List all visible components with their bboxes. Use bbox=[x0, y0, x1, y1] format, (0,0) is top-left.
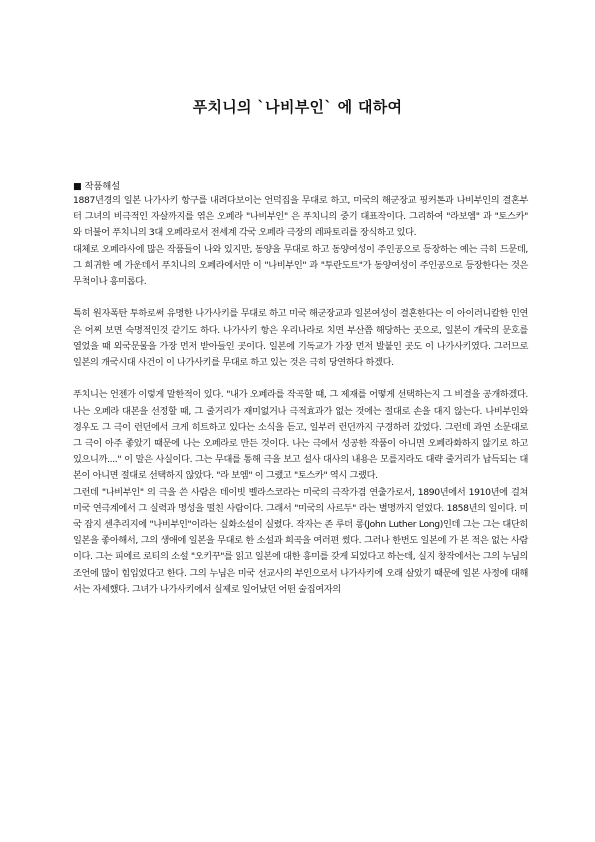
section-heading: ■ 작품해설 bbox=[73, 181, 121, 192]
paragraph-belasco: 그런데 "나비부인" 의 극을 쓴 사람은 데이빗 벨라스코라는 미국의 극작가겸 연출가로서, 1890년에서 1910년에 걸쳐 미국 연극계에서 그 실력과 명성을 떨친 사람이다. 그래서 "미국의 사르두" 라는 별명까지 얻었다. 1858년의 일이다. 미국 잡지 센추리지에 "나비부인"이라는 실화소설이 실렸다. 작자는 존 루더 롱(John Luther Long)인데 그는 그는 대단히 일본을 좋아해서, 그의 생애에 일본을 무대로 한 소설과 희곡을 여러편 썼다. 그러나 한번도 일본에 가 본 적은 없는 사람이다. 그는 피에르 로티의 소설 "오키꾸"를 읽고 일본에 대한 흥미를 갖게 되었다고 하는데, 실지 창작에서는 그의 누님의 조언에 많이 힘입었다고 한다. 그의 누님은 미국 선교사의 부인으로서 나가사키에 오래 살았기 때문에 일본 사정에 대해서는 자세했다. 그녀가 나가사키에서 실제로 일어났던 어떤 술집여자의 bbox=[73, 486, 528, 595]
paragraph-spacer bbox=[73, 290, 528, 306]
paragraph-opera-history: 대체로 오페라사에 많은 작품들이 나와 있지만, 동양을 무대로 하고 동양여성이 주인공으로 등장하는 예는 극히 드문데, 그 희귀한 예 가운데서 푸치니의 오페라에서만 이 "나비부인" 과 "투란도트"가 동양여성이 주인공으로 등장한다는 것은 무척이나 흥미롭다. bbox=[73, 243, 528, 288]
paragraph-spacer bbox=[73, 371, 528, 387]
paragraph-intro: 1887년경의 일본 나가사키 항구를 내려다보이는 언덕집을 무대로 하고, 미국의 해군장교 핑커톤과 나비부인의 결혼부터 그녀의 비극적인 자살까지를 엮은 오페라 "나비부인" 은 푸치니의 중기 대표작이다. 그리하여 "라보엠" 과 "토스카" 와 더불어 푸치니의 3대 오페라로서 전세계 각국 오페라 극장의 레파토리를 장식하고 있다. bbox=[73, 195, 528, 239]
paragraph-puccini-quote: 푸치니는 언젠가 이렇게 말한적이 있다. "내가 오페라를 작곡할 때, 그 제재를 어떻게 선택하는지 그 비결을 공개하겠다. 나는 오페라 대본을 선정할 때, 그 줄거리가 재미없거나 극적효과가 없는 것에는 절대로 손을 대지 않는다. 나비부인와 경우도 그 극이 런던에서 크게 히트하고 있다는 소식을 듣고, 일부러 런던까지 구경하러 갔었다. 그런데 과연 소문대로 그 극이 아주 좋았기 때문에 나는 오페라로 만든 것이다. 나는 극에서 성공한 작품이 아니면 오페라화하지 않기로 하고 있으니까...." 이 말은 사실이다. 그는 무대를 통해 극을 보고 설사 대사의 내용은 모를지라도 대략 줄거리가 납득되는 대본이 아니면 절대로 선택하지 않았다. "라 보엠" 이 그랬고 "토스카" 역시 그랬다. bbox=[73, 389, 528, 482]
document-body bbox=[73, 193, 528, 598]
paragraph-nagasaki: 특히 원자폭탄 투하로써 유명한 나가사키를 무대로 하고 미국 해군장교과 일본여성이 결혼한다는 이 아이러니칼한 인연은 어찌 보면 숙명적인것 같기도 하다. 나가사키 항은 우리나라로 치면 부산쯤 해당하는 곳으로, 일본이 개국의 문호를 열었을 때 외국문물을 가장 먼저 받아들인 곳이다. 일본에 기독교가 가장 먼저 발붙인 곳도 이 나가사키였다. 그러므로 일본의 개국시대 사건이 이 나가사키를 무대로 하고 있는 것은 극히 당연하다 하겠다. bbox=[73, 308, 528, 369]
document-title: 푸치니의 `나비부인` 에 대하여 bbox=[192, 98, 403, 116]
